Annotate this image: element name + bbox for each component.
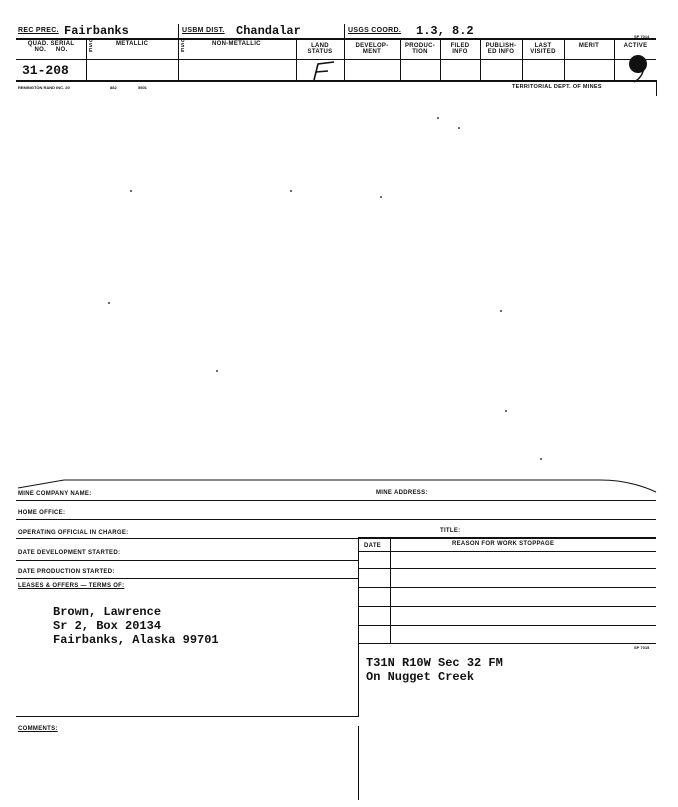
- col-use-nonmetallic: U S E: [181, 38, 185, 54]
- mine-address-label: MINE ADDRESS:: [376, 490, 428, 496]
- speck: [130, 190, 132, 192]
- col-development: DEVELOP- MENT: [355, 43, 389, 55]
- col-nonmetallic: NON-METALLIC: [212, 41, 261, 47]
- speck: [216, 370, 218, 372]
- stoppage-left-edge: [358, 537, 359, 717]
- col-published-info: PUBLISH- ED INFO: [485, 43, 517, 55]
- stoppage-header-rule: [358, 551, 656, 552]
- usgs-coord-value: 1.3, 8.2: [416, 24, 474, 38]
- active-punch-mark: [614, 50, 658, 90]
- lessee-line-3: Fairbanks, Alaska 99701: [53, 633, 219, 647]
- usbm-dist-value: Chandalar: [236, 24, 301, 38]
- stoppage-row-1: [358, 568, 656, 569]
- land-status-mark: [306, 60, 338, 82]
- form-code-top: SP 7014: [634, 34, 650, 39]
- col-merit: MERIT: [578, 43, 600, 49]
- stoppage-row-4: [358, 625, 656, 626]
- stoppage-top-rule: [358, 537, 656, 539]
- stoppage-date-header: DATE: [364, 543, 382, 549]
- form-code-bottom: SP 7015: [634, 645, 650, 650]
- comments-right-divider: [358, 726, 359, 800]
- speck: [380, 196, 382, 198]
- col-metallic: METALLIC: [116, 41, 149, 47]
- stoppage-row-3: [358, 606, 656, 607]
- quad-serial-value: 31-208: [22, 63, 69, 78]
- date-development-rule: [16, 560, 358, 561]
- usgs-coord-label: USGS COORD.: [348, 27, 402, 34]
- speck: [290, 190, 292, 192]
- col-active: ACTIVE: [623, 43, 648, 49]
- lessee-line-2: Sr 2, Box 20134: [53, 619, 162, 633]
- rec-prec-label: REC PREC.: [18, 27, 59, 34]
- speck: [108, 302, 110, 304]
- date-production-label: DATE PRODUCTION STARTED:: [18, 569, 115, 575]
- home-office-label: HOME OFFICE:: [18, 510, 66, 516]
- col-divider-metallic: [178, 38, 179, 80]
- stoppage-date-divider: [390, 537, 391, 643]
- col-use-metallic: U S E: [89, 38, 93, 54]
- top-card-right-edge: [656, 80, 657, 96]
- header-divider-1: [178, 24, 179, 38]
- home-office-rule: [16, 519, 656, 520]
- speck: [437, 117, 439, 119]
- title-label: TITLE:: [440, 528, 461, 534]
- rec-prec-value: Fairbanks: [64, 24, 129, 38]
- col-last-visited: LAST VISITED: [530, 43, 556, 55]
- leases-offers-label: LEASES & OFFERS — TERMS OF:: [18, 583, 125, 589]
- mine-company-name-label: MINE COMPANY NAME:: [18, 491, 92, 497]
- col-divider-quad: [86, 38, 87, 80]
- comments-top-rule: [16, 716, 358, 717]
- stoppage-row-5: [358, 643, 656, 644]
- location-line-2: On Nugget Creek: [366, 670, 475, 684]
- col-production: PRODUC- TION: [404, 43, 436, 55]
- company-row-rule: [16, 500, 656, 501]
- stoppage-row-2: [358, 587, 656, 588]
- lower-card-top-edge: [0, 472, 678, 494]
- operating-official-label: OPERATING OFFICIAL IN CHARGE:: [18, 530, 129, 536]
- lessee-line-1: Brown, Lawrence: [53, 605, 162, 619]
- department-imprint: TERRITORIAL DEPT. OF MINES: [512, 84, 602, 90]
- usbm-dist-label: USBM DIST.: [182, 27, 225, 34]
- printer-code-2: 5501: [138, 85, 147, 90]
- printer-imprint: REMINGTON RAND INC. 20: [18, 85, 70, 90]
- official-rule-left: [16, 538, 358, 539]
- header-divider-2: [344, 24, 345, 38]
- stoppage-reason-header: REASON FOR WORK STOPPAGE: [452, 541, 555, 547]
- speck: [458, 127, 460, 129]
- col-land-status: LAND STATUS: [307, 43, 333, 55]
- date-development-label: DATE DEVELOPMENT STARTED:: [18, 550, 121, 556]
- col-quad-serial: QUAD. SERIAL NO. NO.: [27, 41, 75, 53]
- col-filed-info: FILED INFO: [450, 43, 470, 55]
- speck: [500, 310, 502, 312]
- comments-label: COMMENTS:: [18, 726, 58, 732]
- speck: [505, 410, 507, 412]
- header-bottom-rule: [16, 38, 656, 40]
- location-line-1: T31N R10W Sec 32 FM: [366, 656, 503, 670]
- date-production-rule: [16, 578, 358, 579]
- speck: [540, 458, 542, 460]
- printer-code-1: 882: [110, 85, 117, 90]
